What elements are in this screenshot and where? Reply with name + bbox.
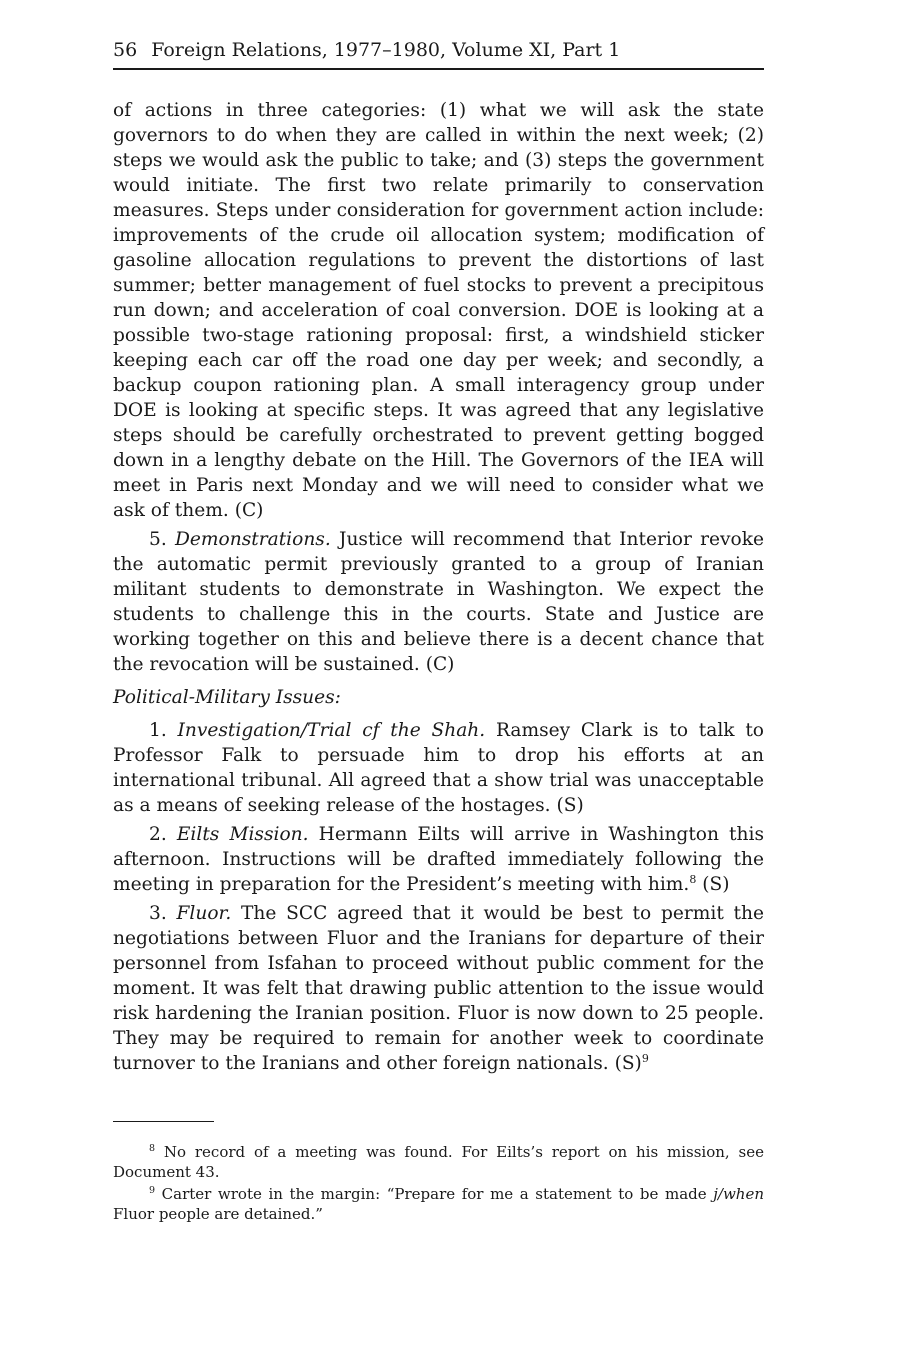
page-number: 56 [113,39,138,61]
item-title: Demonstrations. [175,529,331,550]
footnote-ref[interactable]: 9 [641,1051,649,1065]
item-title: Fluor. [176,903,232,924]
item-number: 5. [149,529,167,550]
item-title: Investigation/Trial cf the Shah. [177,720,486,741]
paragraph-fluor [113,901,764,1076]
item-title: Eilts Mission. [176,824,309,845]
footnote [113,1142,764,1182]
item-text: Ramsey Clark is to talk to Professor Falk to persuade him to drop his efforts at an international tribunal. All agreed that a show trial was unacceptable as a means of seeking release of the hostages. (S) [113,720,764,816]
item-text: The SCC agreed that it would be best to permit the negotiations between Fluor and the Iranians for departure of their personnel from Isfahan to proceed without public comment for the moment. It was felt that drawing public attention to the issue would risk hardening the Iranian position. Fluor is now down to 25 people. They may be required to remain for another week to coordinate turnover to the Iranians and other foreign nationals. (S) [113,903,764,1074]
footnote-italic-text: j/when [713,1185,764,1203]
footnote-marker: 9 [149,1185,156,1196]
volume-title: Foreign Relations, 1977–1980, Volume XI, Part 1 [151,39,621,61]
item-number: 3. [149,903,167,924]
body-text [113,98,764,1076]
paragraph-demonstrations [113,527,764,677]
item-number: 2. [149,824,167,845]
paragraph-trial-of-shah [113,718,764,818]
item-text: Hermann Eilts will arrive in Washington this afternoon. Instructions will be drafted immediately following the meeting in preparation for the President’s meeting with him. [113,824,764,895]
item-text: Justice will recommend that Interior revoke the automatic permit previously granted to a group of Iranian militant students to demonstrate in Washington. We expect the students to challenge this in the courts. State and Justice are working together on this and believe there is a decent chance that the revocation will be sustained. (C) [113,529,764,675]
footnote-divider [113,1121,214,1122]
footnote-ref[interactable]: 8 [689,872,697,886]
footnote-text: Fluor people are detained.” [113,1205,323,1223]
page [113,36,764,1080]
paragraph-continuation: of actions in three categories: (1) what we will ask the state governors to do when they are called in within the next week; (2) steps we would ask the public to take; and (3) steps the government would initiate. The first two relate primarily to conservation measures. Steps under consideration for government action include: improvements of the crude oil allocation system; modification of gasoline allocation regulations to prevent the distortions of last summer; better management of fuel stocks to prevent a precipitous run down; and acceleration of coal conversion. DOE is looking at a possible two-stage rationing proposal: first, a windshield sticker keeping each car off the road one day per week; and secondly, a backup coupon rationing plan. A small interagency group under DOE is looking at specific steps. It was agreed that any legislative steps should be carefully orchestrated to prevent getting bogged down in a lengthy debate on the Hill. The Governors of the IEA will meet in Paris next Monday and we will need to consider what we ask of them. (C) [113,100,764,521]
classification-marker: (S) [702,874,730,895]
running-head [113,36,764,70]
footnote-text: No record of a meeting was found. For Eilts’s report on his mission, see Document 43. [113,1143,764,1181]
item-number: 1. [149,720,167,741]
section-heading: Political-Military Issues: [113,687,341,708]
footnote-marker: 8 [149,1143,156,1154]
footnote-text: Carter wrote in the margin: “Prepare for me a statement to be made [161,1185,707,1203]
footnote [113,1184,764,1224]
paragraph-eilts-mission [113,822,764,897]
footnotes [113,1142,764,1226]
